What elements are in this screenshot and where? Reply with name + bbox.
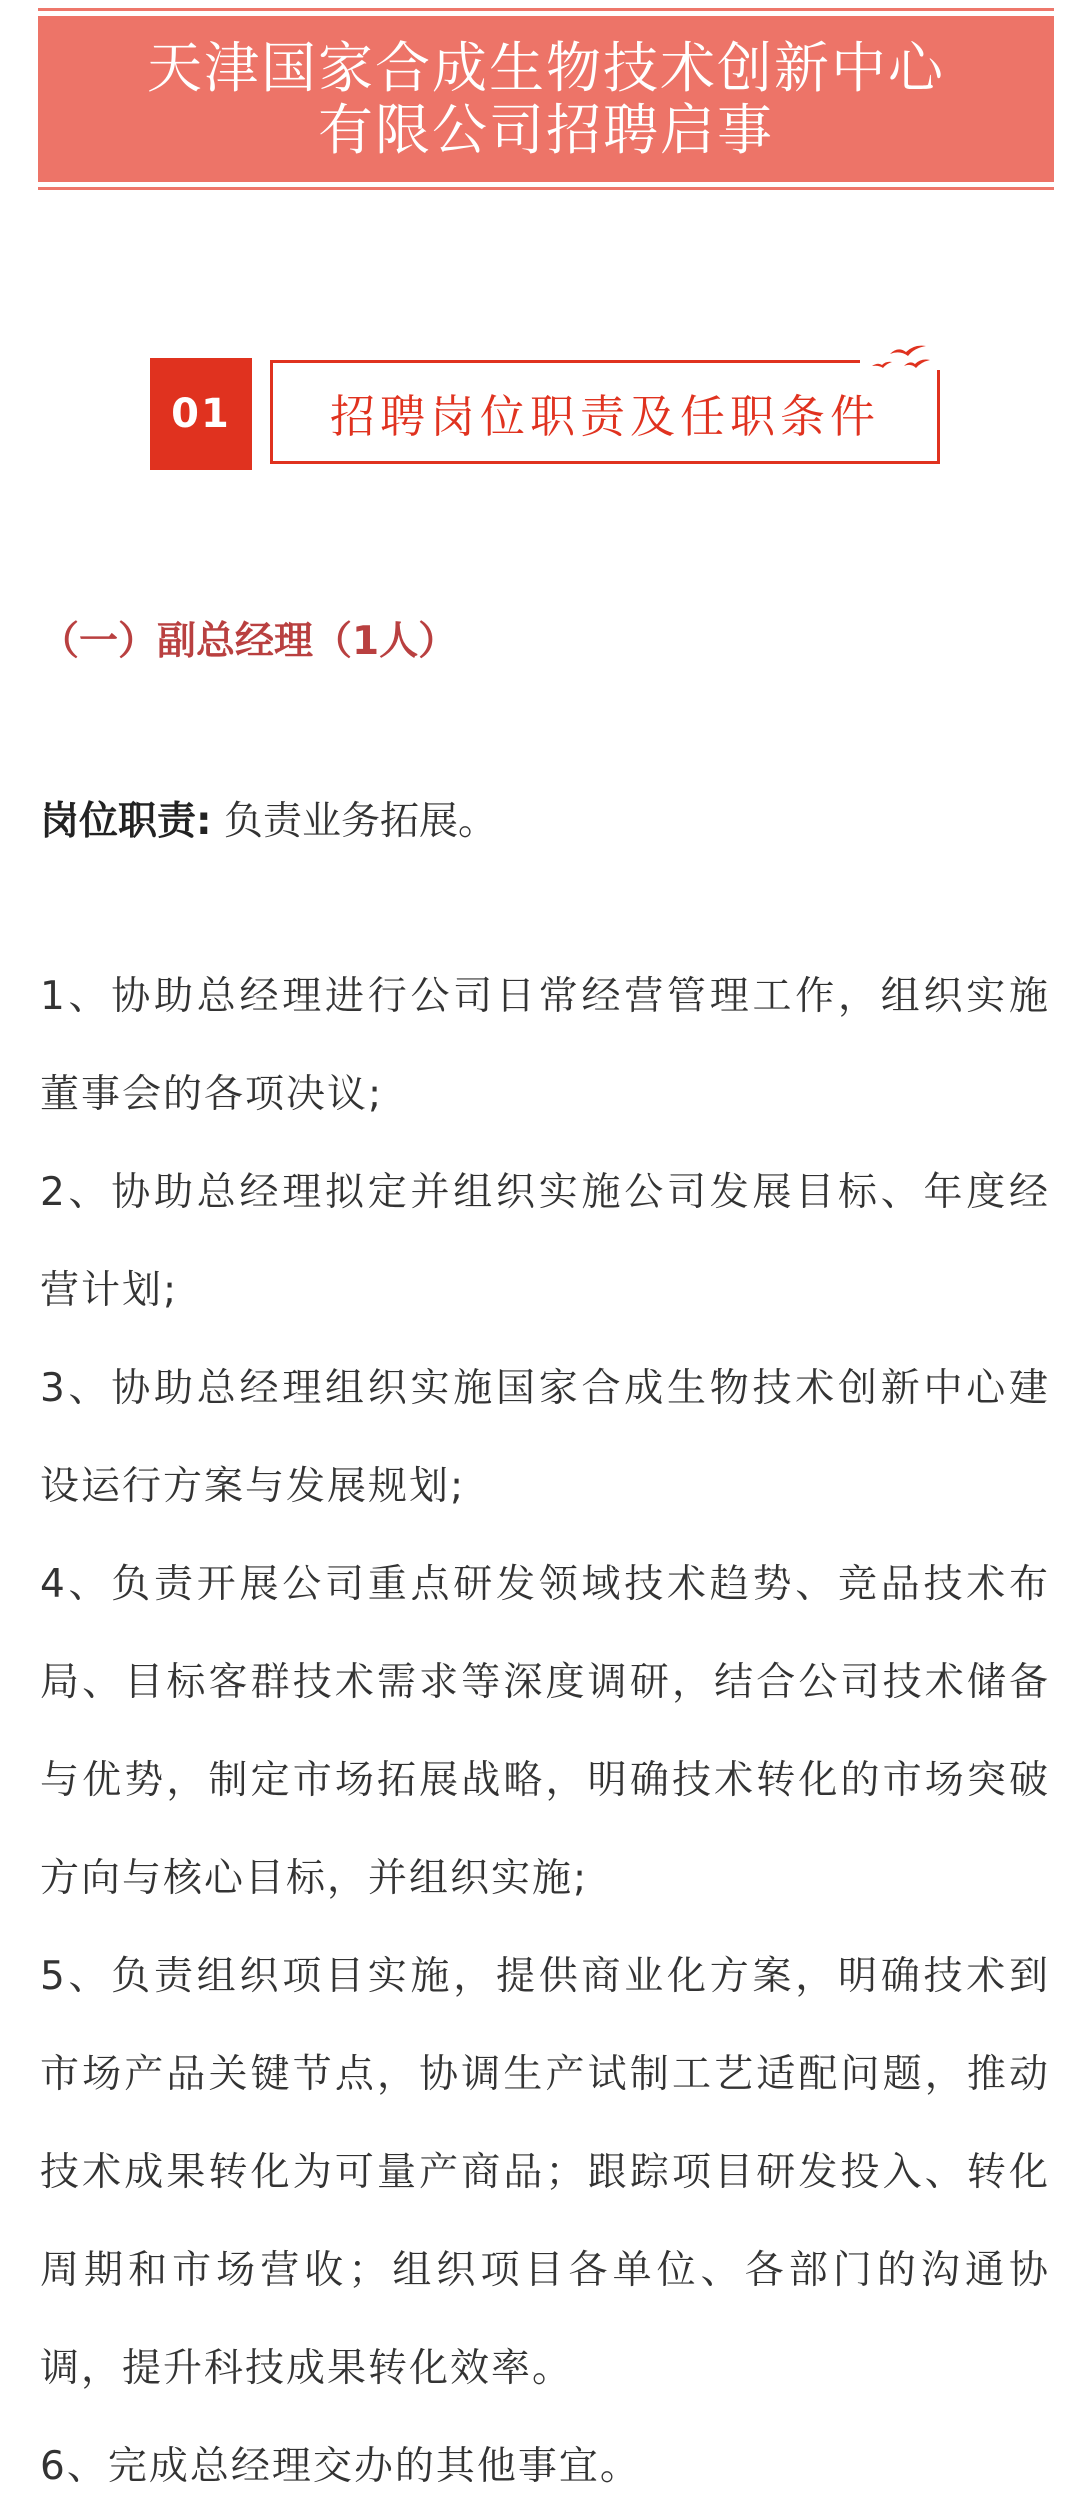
section-title-box: [270, 360, 940, 464]
seagull-icon: [868, 340, 940, 380]
title-banner-fill: [38, 16, 1054, 182]
duty-item-2: 2、协助总经理拟定并组织实施公司发展目标、年度经营计划;: [40, 1170, 1050, 1313]
section-number: 01: [150, 358, 252, 470]
title-banner: [38, 8, 1054, 190]
position-heading: （一）副总经理（1人）: [40, 619, 458, 664]
duty-item-1: 1、协助总经理进行公司日常经营管理工作，组织实施董事会的各项决议;: [40, 974, 1050, 1117]
title-line-1: 天津国家合成生物技术创新中心: [146, 36, 945, 100]
duty-summary: [40, 790, 497, 846]
duty-list: [40, 948, 1050, 2516]
duty-item-5: 5、负责组织项目实施，提供商业化方案，明确技术到市场产品关键节点，协调生产试制工艺适配问题，推动技术成果转化为可量产商品；跟踪项目研发投入、转化周期和市场营收；组织项目各单位、各部门的沟通协调，提升科技成果转化效率。: [40, 1954, 1050, 2391]
duty-text: 负责业务拓展。: [211, 799, 498, 844]
duty-item-6: 6、完成总经理交办的其他事宜。: [40, 2444, 641, 2489]
title-line-2: 有限公司招聘启事: [317, 98, 774, 162]
duty-item-4: 4、负责开展公司重点研发领域技术趋势、竞品技术布局、目标客群技术需求等深度调研，结合公司技术储备与优势，制定市场拓展战略，明确技术转化的市场突破方向与核心目标，并组织实施;: [40, 1562, 1050, 1901]
duty-label: 岗位职责:: [40, 799, 212, 844]
duty-item-3: 3、协助总经理组织实施国家合成生物技术创新中心建设运行方案与发展规划;: [40, 1366, 1050, 1509]
section-title: 招聘岗位职责及任职条件: [329, 389, 880, 443]
